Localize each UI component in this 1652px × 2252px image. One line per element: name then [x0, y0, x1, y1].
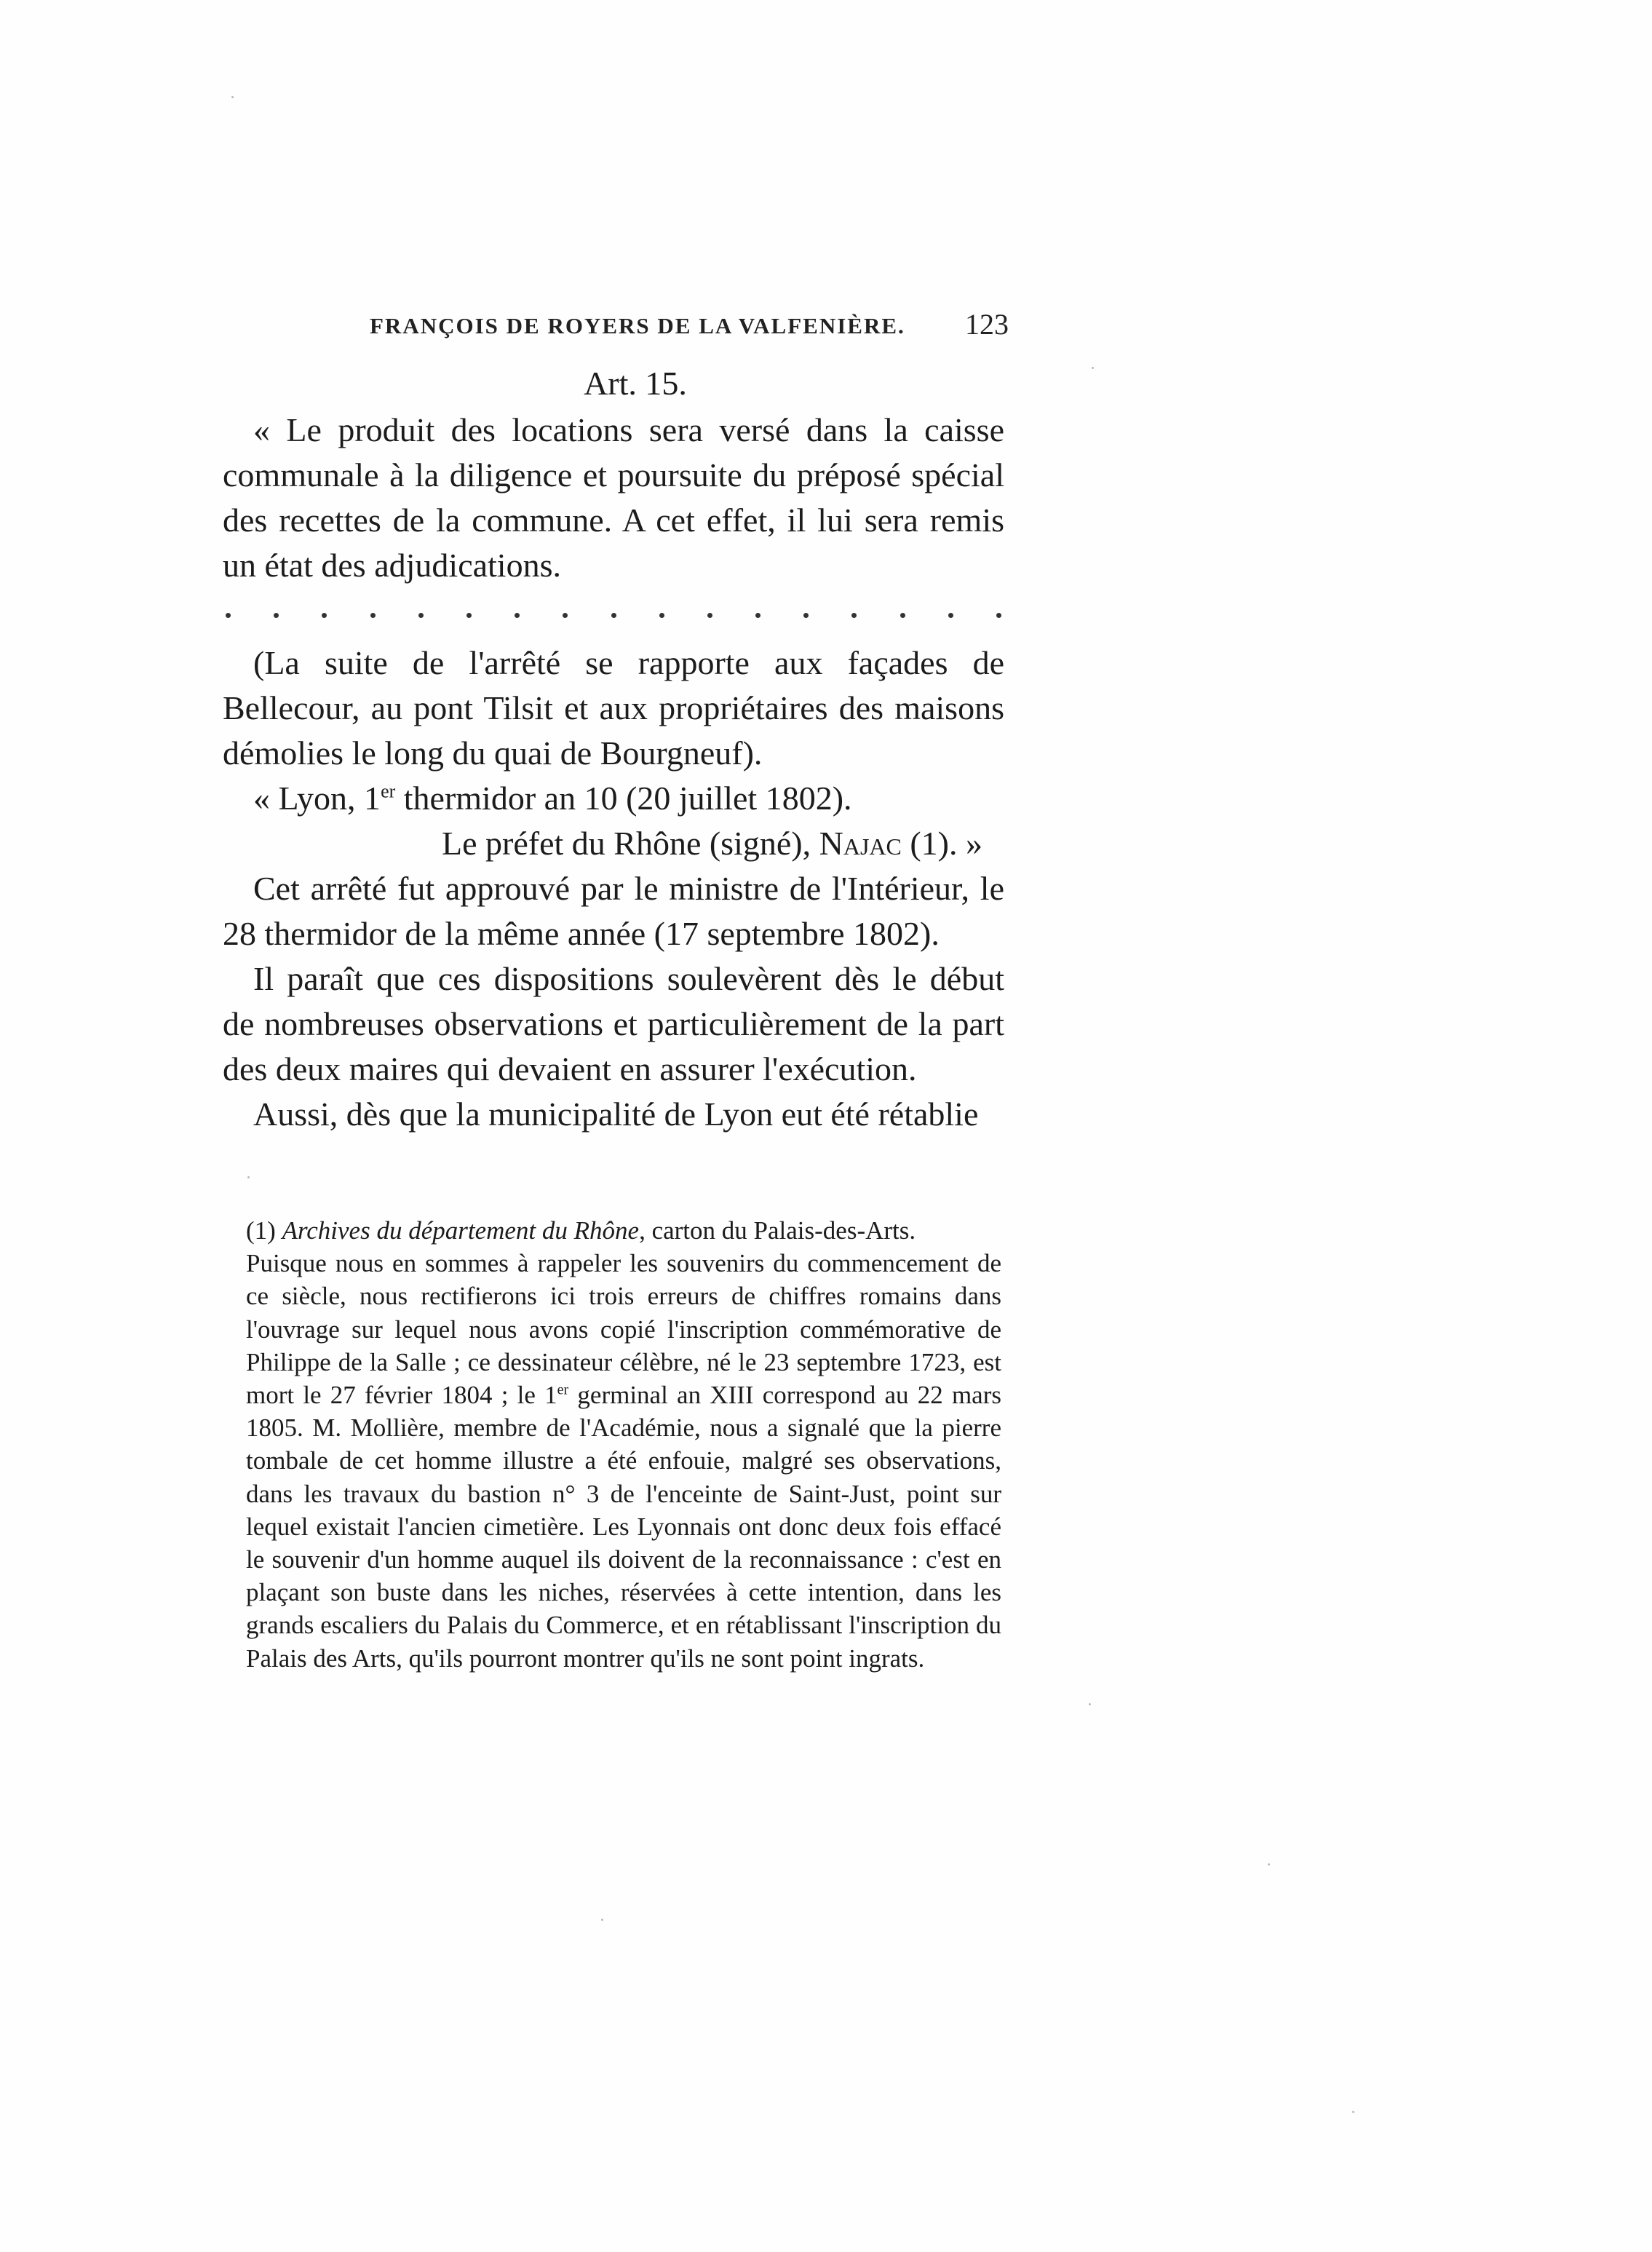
signature-prefix: Le préfet du Rhône (signé),: [442, 825, 819, 862]
signature-suffix: (1). »: [901, 825, 982, 862]
speck: [601, 1919, 603, 1921]
ellipsis-dot: [322, 613, 327, 618]
speck: [1268, 1863, 1270, 1866]
bracket-paragraph: (La suite de l'arrêté se rapporte aux façades de Bellecour, au pont Tilsit et aux propriétaires des maisons démolies le long du quai de Bourgneuf).: [223, 644, 1004, 772]
ellipsis-dot: [948, 613, 953, 618]
speck: [231, 96, 234, 98]
speck: [247, 1176, 250, 1178]
quote-paragraph: « Le produit des locations sera versé dans la caisse communale à la diligence et poursuite du préposé spécial des recettes de la commune. A cet effet, il lui sera remis un état des adjudications.: [223, 411, 1004, 584]
ellipsis-dot: [466, 613, 472, 618]
paragraph-approval: Cet arrêté fut approuvé par le ministre de l'Intérieur, le 28 thermidor de la même année (17 septembre 1802).: [223, 870, 1004, 952]
footnote-body-superscript: er: [557, 1381, 569, 1398]
date-line-prefix: « Lyon, 1: [253, 780, 381, 817]
ellipsis-dot: [370, 613, 376, 618]
ellipsis-dot: [659, 613, 664, 618]
footnote: [246, 1214, 1001, 1675]
speck: [1092, 367, 1094, 369]
footnote-marker: (1): [246, 1216, 282, 1245]
running-title: FRANÇOIS DE ROYERS DE LA VALFENIÈRE.: [370, 313, 905, 338]
ellipsis-dots: [223, 594, 1004, 636]
running-head: [370, 310, 1009, 354]
footnote-body-part2: germinal an XIII correspond au 22 mars 1805. M. Mollière, membre de l'Académie, nous a signalé que la pierre tombale de cet homme illustre a été enfouie, malgré ses observations, dans les travaux du bastion n° 3 de l'enceinte de Saint-Just, point sur lequel existait l'ancien cimetière. Les Lyonnais ont donc deux fois effacé le souvenir d'un homme auquel ils doivent de la reconnaissance : c'est en plaçant son buste dans les niches, réservées à cette intention, dans les grands escaliers du Palais du Commerce, et en rétablissant l'inscription du Palais des Arts, qu'ils pourront montrer qu'ils ne sont point ingrats.: [246, 1381, 1001, 1673]
ellipsis-dot: [418, 613, 424, 618]
speck: [1089, 1703, 1091, 1705]
ellipsis-dot: [851, 613, 857, 618]
ellipsis-dot: [563, 613, 568, 618]
ellipsis-dot: [226, 613, 231, 618]
paragraph-observations: Il paraît que ces dispositions soulevèrent dès le début de nombreuses observations et particulièrement de la part des deux maires qui devaient en assurer l'exécution.: [223, 960, 1004, 1087]
date-line: [223, 776, 1004, 821]
paragraph-municipality: Aussi, dès que la municipalité de Lyon eut été rétablie: [253, 1095, 979, 1133]
main-text: [223, 361, 1004, 1137]
ellipsis-dot: [274, 613, 279, 618]
signature-line: [223, 821, 1004, 866]
ellipsis-dot: [900, 613, 905, 618]
ellipsis-dot: [755, 613, 761, 618]
date-line-suffix: thermidor an 10 (20 juillet 1802).: [395, 780, 852, 817]
footnote-body: [246, 1247, 1001, 1675]
footnote-body-part1: Puisque nous en sommes à rappeler les souvenirs du commencement de ce siècle, nous rectifierons ici trois erreurs de chiffres romains dans l'ouvrage sur lequel nous avons copié l'inscription commémorative de Philippe de la Salle ; ce dessinateur célèbre, né le 23 septembre 1723, est mort le 27 février 1804 ; le 1: [246, 1249, 1001, 1410]
footnote-source-italic: Archives du département du Rhône: [282, 1216, 640, 1245]
signature-name: Najac: [819, 825, 902, 862]
date-line-superscript: er: [381, 780, 396, 802]
footnote-source-rest: , carton du Palais-des-Arts.: [639, 1216, 916, 1245]
page-number: 123: [965, 308, 1009, 341]
ellipsis-dot: [707, 613, 712, 618]
footnote-source: [246, 1214, 1001, 1247]
article-heading: Art. 15.: [584, 365, 687, 402]
ellipsis-dot: [996, 613, 1001, 618]
speck: [1352, 2111, 1354, 2113]
ellipsis-dot: [611, 613, 616, 618]
ellipsis-dot: [803, 613, 809, 618]
ellipsis-dot: [515, 613, 520, 618]
